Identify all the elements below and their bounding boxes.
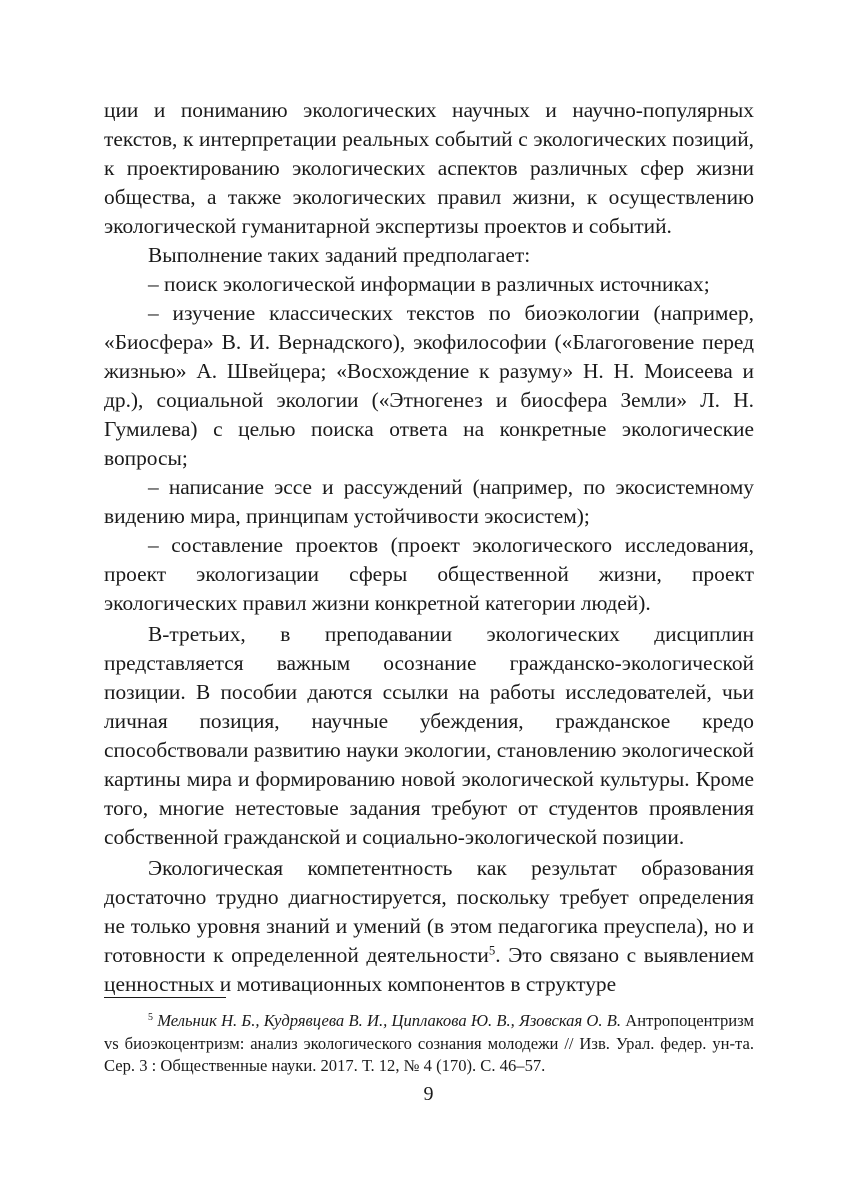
footnote xyxy=(104,1010,754,1078)
paragraph-thirdly: В-третьих, в преподавании экологических дисциплин представляется важным осознание гражданско-экологической позиции. В пособии даются ссылки на работы исследователей, чьи личная позиция, научные убеждения, гражданское кредо способствовали развитию науки экологии, становлению экологической картины мира и формированию новой экологической культуры. Кроме того, многие нетестовые задания требуют от студентов проявления собственной гражданской и социально-экологической позиции. xyxy=(104,622,754,849)
footnote-reference: 5 xyxy=(488,943,496,958)
list-item-classic-texts: – изучение классических текстов по биоэкологии (например, «Биосфера» В. И. Вернадского), экофилософии («Благоговение перед жизнью» А. Швейцера; «Восхождение к разуму» Н. Н. Моисеева и др.), социальной экологии («Этногенез и биосфера Земли» Л. Н. Гумилева) с целью поиска ответа на конкретные экологические вопросы; xyxy=(104,301,754,470)
paragraph-competence-text-end: . Это связано с выявлением ценностных и мотивационных компонентов в структуре xyxy=(104,943,754,996)
paragraph-continuation: ции и пониманию экологических научных и научно-популярных текстов, к интерпретации реальных событий с экологических позиций, к проектированию экологических аспектов различных сфер жизни общества, а также экологических правил жизни, к осуществлению экологической гуманитарной экспертизы проектов и событий. xyxy=(104,98,754,238)
page-number: 9 xyxy=(423,1083,434,1105)
footnote-divider xyxy=(104,997,226,998)
list-item-essays: – написание эссе и рассуждений (например, по экосистемному видению мира, принципам устойчивости экосистем); xyxy=(104,475,754,528)
footnote-mark: 5 xyxy=(148,1012,153,1024)
list-item-search: – поиск экологической информации в различных источниках; xyxy=(148,272,710,296)
paragraph-competence-text: Экологическая компетентность как результат образования достаточно трудно диагностируется, поскольку требует определения не только уровня знаний и умений (в этом педагогика преуспела), но и готовности к определенной деятельности xyxy=(104,856,754,967)
footnote-authors: Мельник Н. Б., Кудрявцева В. И., Циплакова Ю. В., Язовская О. В. xyxy=(157,1011,622,1030)
list-item-projects: – составление проектов (проект экологического исследования, проект экологизации сферы общественной жизни, проект экологических правил жизни конкретной категории людей). xyxy=(104,533,754,615)
paragraph-competence xyxy=(104,854,754,999)
main-text xyxy=(104,96,754,999)
footnote-citation: Антропоцентризм vs биоэкоцентризм: анализ экологического сознания молодежи // Изв. Урал. федер. ун-та. Сер. 3 : Общественные науки. 2017. Т. 12, № 4 (170). С. 46–57. xyxy=(104,1011,754,1075)
paragraph-tasks-intro: Выполнение таких заданий предполагает: xyxy=(148,243,531,267)
